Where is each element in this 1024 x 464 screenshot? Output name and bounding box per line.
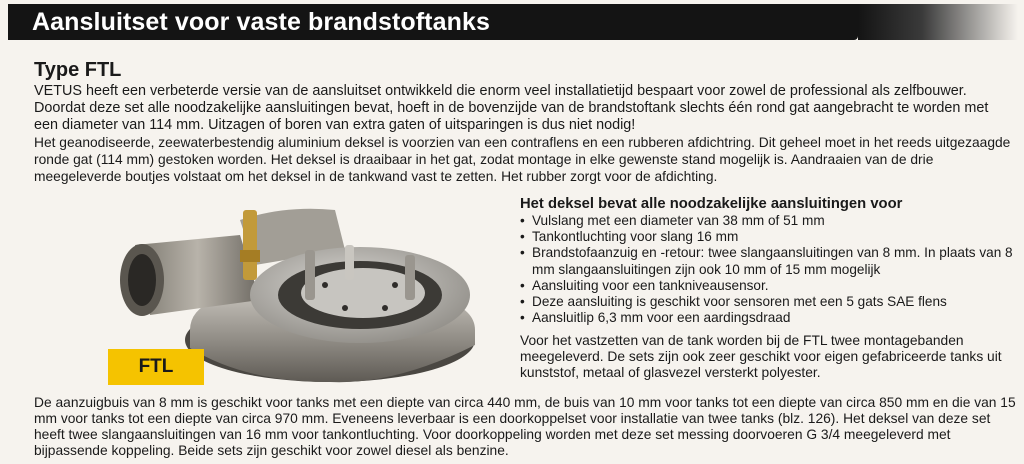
list-item: • Deze aansluiting is geschikt voor sensoren met een 5 gats SAE flens <box>520 294 1015 310</box>
features-section <box>520 195 1015 326</box>
list-item: • Vulslang met een diameter van 38 mm of 51 mm <box>520 213 1015 229</box>
footer-paragraph: De aanzuigbuis van 8 mm is geschikt voor tanks met een diepte van circa 440 mm, de buis van 10 mm voor tanks tot een diepte van circa 850 mm en die van 15 mm voor tanks tot een diepte van circa 970 mm. Eveneens leverbaar is een doorkoppelset voor installatie van twee tanks (blz. 126). Het deksel van deze set heeft twee slangaansluitingen van 16 mm voor tankontluchting. Voor doorkoppeling worden met deze set messing doorvoeren G 3/4 meegeleverd met bijpassende koppeling. Beide sets zijn geschikt voor zowel diesel als benzine. <box>34 395 1016 458</box>
page-title: Aansluitset voor vaste brandstoftanks <box>32 8 490 36</box>
mounting-note: Voor het vastzetten van de tank worden bij de FTL twee montagebanden meegeleverd. De sets zijn ook zeer geschikt voor eigen gefabriceerde tanks uit kunststof, metaal of glasvezel versterkt polyester. <box>520 333 1002 381</box>
list-item: • Brandstofaanzuig en -retour: twee slangaansluitingen van 8 mm. In plaats van 8 mm slangaansluitingen zijn ook 10 mm of 15 mm mogelijk <box>520 245 1015 277</box>
features-list <box>520 213 1015 326</box>
product-type-heading: Type FTL <box>34 59 122 81</box>
list-item: • Aansluitlip 6,3 mm voor een aardingsdraad <box>520 310 1015 326</box>
header-accent <box>858 4 1018 40</box>
header-bar <box>8 4 858 40</box>
product-badge: FTL <box>108 349 204 385</box>
features-heading: Het deksel bevat alle noodzakelijke aansluitingen voor <box>520 196 903 212</box>
description-paragraph: Het geanodiseerde, zeewaterbestendig aluminium deksel is voorzien van een contraflens en een rubberen afdichtring. Dit geheel moet in het reeds uitgezaagde ronde gat (114 mm) gestoken worden. Het deksel is draaibaar in het gat, zodat montage in elke gewenste stand mogelijk is. Aandraaien van de drie meegeleverde boutjes volstaat om het deksel in de tankwand vast te zetten. Het rubber zorgt voor de afdichting. <box>34 135 1011 184</box>
intro-paragraph: VETUS heeft een verbeterde versie van de aansluitset ontwikkeld die enorm veel installatietijd bespaart voor zowel de professional als zelfbouwer. Doordat deze set alle noodzakelijke aansluitingen bevat, hoeft in de bovenzijde van de brandstoftank slechts één rond gat aangebracht te worden met een diameter van 114 mm. Uitzagen of boren van extra gaten of uitsparingen is dus niet nodig! <box>34 83 989 133</box>
list-item: • Tankontluchting voor slang 16 mm <box>520 229 1015 245</box>
list-item: • Aansluiting voor een tankniveausensor. <box>520 278 1015 294</box>
